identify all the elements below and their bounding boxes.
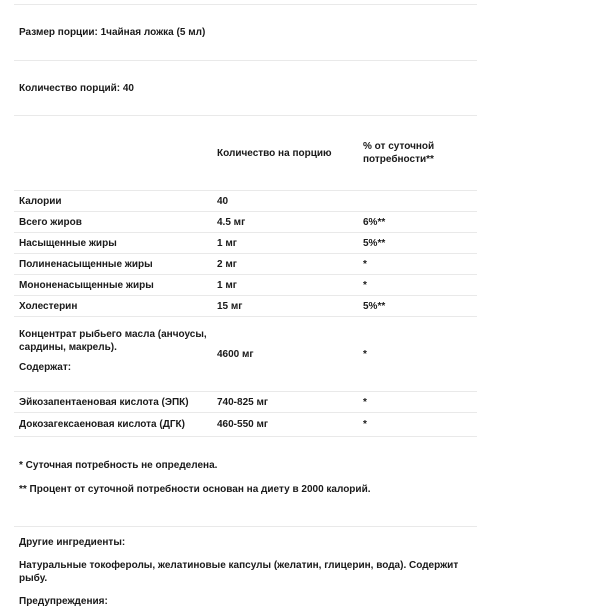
- nutrient-name: [19, 317, 217, 391]
- nutrient-amount: 15 мг: [217, 300, 243, 312]
- nutrient-amount: 2 мг: [217, 258, 237, 270]
- table-row: [14, 296, 477, 317]
- ingredients-warnings-block: [14, 527, 477, 608]
- table-row: [14, 212, 477, 233]
- nutrient-dv: *: [363, 279, 367, 291]
- nutrient-amount: 40: [217, 195, 229, 207]
- footnote-double-asterisk: ** Процент от суточной потребности основан на диету в 2000 калорий.: [19, 484, 371, 495]
- nutrient-amount: 1 мг: [217, 279, 237, 291]
- other-ingredients-text: Натуральные токоферолы, желатиновые капсулы (желатин, глицерин, вода). Содержит рыбу.: [19, 560, 459, 584]
- column-header-amount: Количество на порцию: [217, 147, 332, 159]
- table-row-epa: [14, 392, 477, 413]
- table-row: [14, 254, 477, 275]
- nutrient-name: Докозагексаеновая кислота (ДГК): [19, 419, 185, 430]
- nutrient-name-line1: Концентрат рыбьего масла (анчоусы,: [19, 329, 207, 340]
- nutrient-name: Калории: [19, 195, 62, 207]
- nutrient-name-line2: сардины, макрель).: [19, 342, 117, 353]
- nutrient-name: Мононенасыщенные жиры: [19, 279, 154, 291]
- table-header-row: [14, 116, 477, 191]
- nutrient-name: Насыщенные жиры: [19, 237, 117, 249]
- nutrient-name: Эйкозапентаеновая кислота (ЭПК): [19, 396, 189, 408]
- nutrient-dv: 6%**: [363, 216, 386, 228]
- nutrient-amount: 460-550 мг: [217, 419, 269, 430]
- contains-label: Содержат:: [19, 362, 72, 373]
- servings-count-row: [14, 61, 477, 116]
- nutrient-dv: *: [363, 348, 367, 360]
- nutrient-dv: *: [363, 419, 367, 430]
- table-row: [14, 275, 477, 296]
- fish-oil-concentrate-row: [14, 317, 477, 392]
- column-header-daily-value: % от суточной потребности**: [363, 141, 435, 165]
- nutrient-dv: *: [363, 258, 367, 270]
- nutrient-dv: 5%**: [363, 237, 386, 249]
- supplement-facts-panel: [14, 4, 477, 608]
- nutrient-amount: 4.5 мг: [217, 216, 246, 228]
- footnotes-block: [14, 437, 477, 527]
- table-row-dha: [14, 413, 477, 437]
- nutrient-dv: 5%**: [363, 300, 386, 312]
- footnote-asterisk: * Суточная потребность не определена.: [19, 460, 218, 471]
- nutrient-amount: 4600 мг: [217, 348, 254, 360]
- nutrient-amount: 1 мг: [217, 237, 237, 249]
- nutrient-name: Всего жиров: [19, 216, 82, 228]
- warnings-label: Предупреждения:: [19, 596, 108, 607]
- table-row: [14, 233, 477, 254]
- servings-count-text: Количество порций: 40: [19, 82, 134, 94]
- nutrient-name: Холестерин: [19, 300, 78, 312]
- serving-size-row: [14, 5, 477, 61]
- table-row: [14, 191, 477, 212]
- other-ingredients-label: Другие ингредиенты:: [19, 537, 126, 548]
- nutrient-amount: 740-825 мг: [217, 396, 269, 408]
- nutrient-name: Полиненасыщенные жиры: [19, 258, 153, 270]
- nutrient-dv: *: [363, 396, 367, 408]
- serving-size-text: Размер порции: 1чайная ложка (5 мл): [19, 27, 206, 38]
